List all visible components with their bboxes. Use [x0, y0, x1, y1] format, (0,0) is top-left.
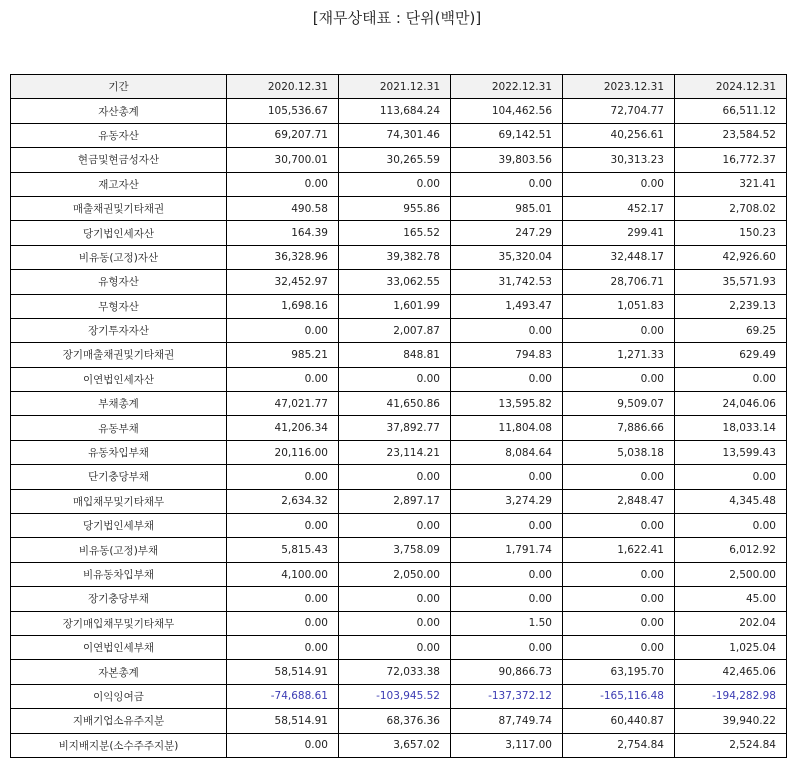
value-cell: -165,116.48 [563, 684, 675, 708]
table-row [11, 221, 787, 245]
table-row [11, 294, 787, 318]
value-cell: 1,622.41 [563, 538, 675, 562]
value-cell: 985.01 [451, 196, 563, 220]
value-cell: 0.00 [563, 465, 675, 489]
value-cell: 0.00 [563, 172, 675, 196]
value-cell: 31,742.53 [451, 270, 563, 294]
value-cell: 0.00 [339, 514, 451, 538]
value-cell: 24,046.06 [675, 392, 787, 416]
value-cell: 18,033.14 [675, 416, 787, 440]
row-label: 당기법인세자산 [11, 221, 227, 245]
table-row [11, 635, 787, 659]
value-cell: 41,650.86 [339, 392, 451, 416]
value-cell: 0.00 [451, 465, 563, 489]
row-label: 유동자산 [11, 123, 227, 147]
value-cell: 247.29 [451, 221, 563, 245]
table-row [11, 587, 787, 611]
value-cell: 0.00 [227, 172, 339, 196]
value-cell: 2,524.84 [675, 733, 787, 757]
value-cell: 452.17 [563, 196, 675, 220]
value-cell: 2,754.84 [563, 733, 675, 757]
value-cell: 0.00 [339, 172, 451, 196]
value-cell: 74,301.46 [339, 123, 451, 147]
value-cell: 30,313.23 [563, 148, 675, 172]
table-row [11, 367, 787, 391]
value-cell: 202.04 [675, 611, 787, 635]
value-cell: 1,601.99 [339, 294, 451, 318]
row-label: 장기투자자산 [11, 318, 227, 342]
value-cell: 68,376.36 [339, 709, 451, 733]
value-cell: 16,772.37 [675, 148, 787, 172]
value-cell: 0.00 [227, 733, 339, 757]
value-cell: 2,848.47 [563, 489, 675, 513]
value-cell: 490.58 [227, 196, 339, 220]
value-cell: 0.00 [451, 514, 563, 538]
row-label: 비지배지분(소수주주지분) [11, 733, 227, 757]
value-cell: 0.00 [339, 465, 451, 489]
table-row [11, 611, 787, 635]
header-year: 2021.12.31 [339, 75, 451, 99]
table-row [11, 684, 787, 708]
value-cell: 3,657.02 [339, 733, 451, 757]
value-cell: 1,493.47 [451, 294, 563, 318]
value-cell: 848.81 [339, 343, 451, 367]
value-cell: 66,511.12 [675, 99, 787, 123]
value-cell: 35,571.93 [675, 270, 787, 294]
row-label: 지배기업소유주지분 [11, 709, 227, 733]
table-row [11, 148, 787, 172]
table-row [11, 538, 787, 562]
table-row [11, 562, 787, 586]
value-cell: 0.00 [563, 635, 675, 659]
value-cell: 40,256.61 [563, 123, 675, 147]
row-label: 이연법인세자산 [11, 367, 227, 391]
row-label: 비유동(고정)부채 [11, 538, 227, 562]
row-label: 단기충당부채 [11, 465, 227, 489]
value-cell: 0.00 [675, 367, 787, 391]
value-cell: 150.23 [675, 221, 787, 245]
value-cell: 5,815.43 [227, 538, 339, 562]
table-row [11, 318, 787, 342]
value-cell: 0.00 [339, 635, 451, 659]
value-cell: 1,271.33 [563, 343, 675, 367]
table-row [11, 123, 787, 147]
value-cell: 2,007.87 [339, 318, 451, 342]
row-label: 유동차입부채 [11, 440, 227, 464]
value-cell: 42,465.06 [675, 660, 787, 684]
table-row [11, 514, 787, 538]
row-label: 자산총계 [11, 99, 227, 123]
table-row [11, 733, 787, 757]
header-year: 2022.12.31 [451, 75, 563, 99]
value-cell: 37,892.77 [339, 416, 451, 440]
row-label: 장기매출채권및기타채권 [11, 343, 227, 367]
value-cell: 1,025.04 [675, 635, 787, 659]
value-cell: 0.00 [563, 318, 675, 342]
value-cell: 42,926.60 [675, 245, 787, 269]
value-cell: 41,206.34 [227, 416, 339, 440]
value-cell: 90,866.73 [451, 660, 563, 684]
value-cell: 0.00 [339, 367, 451, 391]
row-label: 부채총계 [11, 392, 227, 416]
value-cell: 72,704.77 [563, 99, 675, 123]
table-body [11, 99, 787, 758]
value-cell: 321.41 [675, 172, 787, 196]
value-cell: -137,372.12 [451, 684, 563, 708]
value-cell: 0.00 [227, 465, 339, 489]
value-cell: 39,940.22 [675, 709, 787, 733]
value-cell: 0.00 [563, 611, 675, 635]
value-cell: 69.25 [675, 318, 787, 342]
value-cell: 0.00 [451, 562, 563, 586]
value-cell: 985.21 [227, 343, 339, 367]
value-cell: 87,749.74 [451, 709, 563, 733]
value-cell: -103,945.52 [339, 684, 451, 708]
balance-sheet-table [10, 74, 787, 758]
value-cell: 0.00 [227, 587, 339, 611]
value-cell: 2,239.13 [675, 294, 787, 318]
value-cell: 11,804.08 [451, 416, 563, 440]
value-cell: 0.00 [675, 465, 787, 489]
table-row [11, 343, 787, 367]
table-row [11, 489, 787, 513]
row-label: 무형자산 [11, 294, 227, 318]
value-cell: 32,448.17 [563, 245, 675, 269]
value-cell: 164.39 [227, 221, 339, 245]
value-cell: 3,117.00 [451, 733, 563, 757]
table-row [11, 709, 787, 733]
value-cell: -194,282.98 [675, 684, 787, 708]
value-cell: 23,114.21 [339, 440, 451, 464]
row-label: 매입채무및기타채무 [11, 489, 227, 513]
table-row [11, 465, 787, 489]
value-cell: 6,012.92 [675, 538, 787, 562]
value-cell: 113,684.24 [339, 99, 451, 123]
value-cell: 35,320.04 [451, 245, 563, 269]
row-label: 유동부채 [11, 416, 227, 440]
value-cell: 0.00 [563, 514, 675, 538]
row-label: 비유동(고정)자산 [11, 245, 227, 269]
value-cell: 1.50 [451, 611, 563, 635]
value-cell: 2,897.17 [339, 489, 451, 513]
value-cell: 28,706.71 [563, 270, 675, 294]
value-cell: 33,062.55 [339, 270, 451, 294]
value-cell: 2,500.00 [675, 562, 787, 586]
value-cell: 23,584.52 [675, 123, 787, 147]
header-year: 2023.12.31 [563, 75, 675, 99]
value-cell: 629.49 [675, 343, 787, 367]
table-row [11, 270, 787, 294]
header-year: 2020.12.31 [227, 75, 339, 99]
value-cell: 47,021.77 [227, 392, 339, 416]
table-row [11, 440, 787, 464]
value-cell: 0.00 [451, 172, 563, 196]
value-cell: 30,700.01 [227, 148, 339, 172]
row-label: 매출채권및기타채권 [11, 196, 227, 220]
row-label: 당기법인세부채 [11, 514, 227, 538]
value-cell: 0.00 [227, 611, 339, 635]
value-cell: 299.41 [563, 221, 675, 245]
row-label: 재고자산 [11, 172, 227, 196]
value-cell: 36,328.96 [227, 245, 339, 269]
value-cell: 0.00 [563, 587, 675, 611]
value-cell: 4,100.00 [227, 562, 339, 586]
value-cell: 0.00 [227, 367, 339, 391]
value-cell: 58,514.91 [227, 660, 339, 684]
value-cell: 5,038.18 [563, 440, 675, 464]
row-label: 현금및현금성자산 [11, 148, 227, 172]
value-cell: 58,514.91 [227, 709, 339, 733]
table-row [11, 99, 787, 123]
value-cell: 0.00 [451, 635, 563, 659]
value-cell: 0.00 [339, 611, 451, 635]
value-cell: 39,803.56 [451, 148, 563, 172]
value-cell: 0.00 [451, 587, 563, 611]
value-cell: 105,536.67 [227, 99, 339, 123]
header-period: 기간 [11, 75, 227, 99]
value-cell: 39,382.78 [339, 245, 451, 269]
value-cell: 2,634.32 [227, 489, 339, 513]
value-cell: 1,791.74 [451, 538, 563, 562]
table-row [11, 196, 787, 220]
value-cell: 9,509.07 [563, 392, 675, 416]
value-cell: 13,595.82 [451, 392, 563, 416]
table-row [11, 660, 787, 684]
value-cell: 0.00 [675, 514, 787, 538]
value-cell: 13,599.43 [675, 440, 787, 464]
value-cell: 7,886.66 [563, 416, 675, 440]
value-cell: 0.00 [227, 514, 339, 538]
table-row [11, 245, 787, 269]
value-cell: 0.00 [451, 367, 563, 391]
table-row [11, 172, 787, 196]
value-cell: 1,051.83 [563, 294, 675, 318]
value-cell: 0.00 [227, 635, 339, 659]
value-cell: 20,116.00 [227, 440, 339, 464]
value-cell: 32,452.97 [227, 270, 339, 294]
value-cell: 69,142.51 [451, 123, 563, 147]
value-cell: 63,195.70 [563, 660, 675, 684]
header-year: 2024.12.31 [675, 75, 787, 99]
row-label: 장기충당부채 [11, 587, 227, 611]
value-cell: 104,462.56 [451, 99, 563, 123]
row-label: 비유동차입부채 [11, 562, 227, 586]
row-label: 이연법인세부채 [11, 635, 227, 659]
value-cell: 165.52 [339, 221, 451, 245]
value-cell: 45.00 [675, 587, 787, 611]
value-cell: 3,758.09 [339, 538, 451, 562]
value-cell: 60,440.87 [563, 709, 675, 733]
value-cell: 0.00 [451, 318, 563, 342]
value-cell: 69,207.71 [227, 123, 339, 147]
table-row [11, 392, 787, 416]
row-label: 유형자산 [11, 270, 227, 294]
value-cell: 0.00 [563, 562, 675, 586]
value-cell: 8,084.64 [451, 440, 563, 464]
value-cell: 955.86 [339, 196, 451, 220]
value-cell: 2,708.02 [675, 196, 787, 220]
value-cell: 2,050.00 [339, 562, 451, 586]
value-cell: -74,688.61 [227, 684, 339, 708]
table-header-row [11, 75, 787, 99]
value-cell: 1,698.16 [227, 294, 339, 318]
value-cell: 72,033.38 [339, 660, 451, 684]
value-cell: 30,265.59 [339, 148, 451, 172]
row-label: 장기매입채무및기타채무 [11, 611, 227, 635]
value-cell: 794.83 [451, 343, 563, 367]
value-cell: 0.00 [563, 367, 675, 391]
table-row [11, 416, 787, 440]
value-cell: 0.00 [339, 587, 451, 611]
value-cell: 3,274.29 [451, 489, 563, 513]
row-label: 자본총계 [11, 660, 227, 684]
value-cell: 4,345.48 [675, 489, 787, 513]
row-label: 이익잉여금 [11, 684, 227, 708]
page-title: [재무상태표 : 단위(백만)] [312, 9, 482, 27]
value-cell: 0.00 [227, 318, 339, 342]
